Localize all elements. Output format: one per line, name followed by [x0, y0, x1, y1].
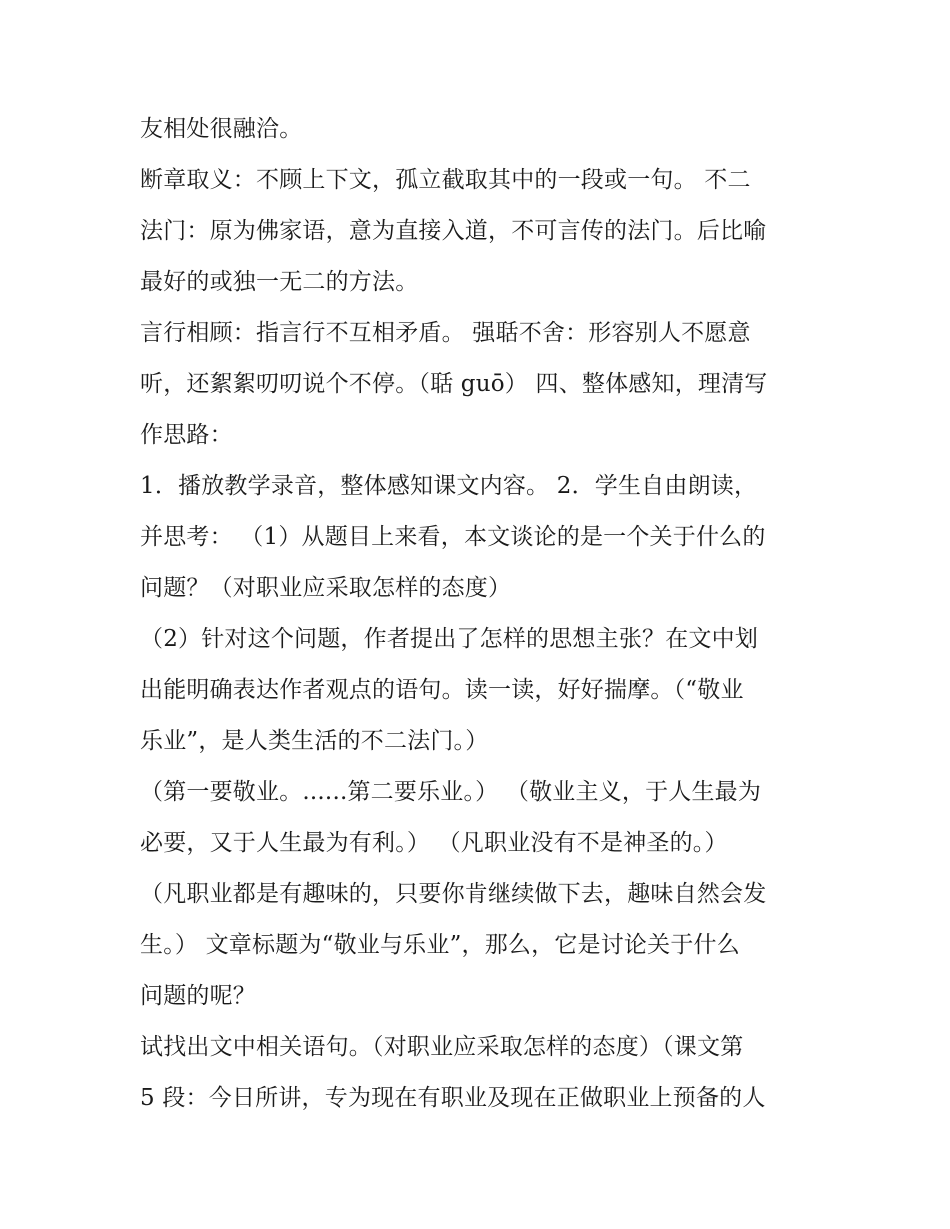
- text-line: 作思路：: [140, 422, 233, 448]
- document-body: [140, 108, 830, 1128]
- text-line: 1．播放教学录音，整体感知课文内容。 2．学生自由朗读，: [140, 473, 758, 499]
- text-line: 问题的呢？: [140, 983, 256, 1009]
- text-line: （2）针对这个问题，作者提出了怎样的思想主张？在文中划: [140, 626, 759, 652]
- text-line: 出能明确表达作者观点的语句。读一读，好好揣摩。（“敬业: [140, 677, 744, 703]
- text-line: 断章取义：不顾上下文，孤立截取其中的一段或一句。 不二: [140, 167, 751, 193]
- text-line: （凡职业都是有趣味的，只要你肯继续做下去，趣味自然会发: [140, 881, 767, 907]
- text-line: 听，还絮絮叨叨说个不停。（聒 guō） 四、整体感知，理清写: [140, 371, 768, 397]
- text-line: 试找出文中相关语句。（对职业应采取怎样的态度）（课文第: [140, 1034, 744, 1060]
- text-line: 最好的或独一无二的方法。: [140, 269, 419, 295]
- text-line: 必要，又于人生最为有利。） （凡职业没有不是神圣的。）: [140, 830, 728, 856]
- text-line: 友相处很融洽。: [140, 116, 303, 142]
- text-line: 5 段：今日所讲，专为现在有职业及现在正做职业上预备的人: [140, 1085, 766, 1111]
- text-line: 生。） 文章标题为“敬业与乐业”，那么，它是讨论关于什么: [140, 932, 740, 958]
- text-line: （第一要敬业。......第二要乐业。） （敬业主义，于人生最为: [140, 779, 762, 805]
- text-line: 问题？（对职业应采取怎样的态度）: [140, 575, 512, 601]
- text-line: 并思考： （1）从题目上来看，本文谈论的是一个关于什么的: [140, 524, 766, 550]
- text-line: 法门：原为佛家语，意为直接入道，不可言传的法门。后比喻: [140, 218, 767, 244]
- text-line: 言行相顾：指言行不互相矛盾。 强聒不舍：形容别人不愿意: [140, 320, 751, 346]
- text-line: 乐业”，是人类生活的不二法门。）: [140, 728, 489, 754]
